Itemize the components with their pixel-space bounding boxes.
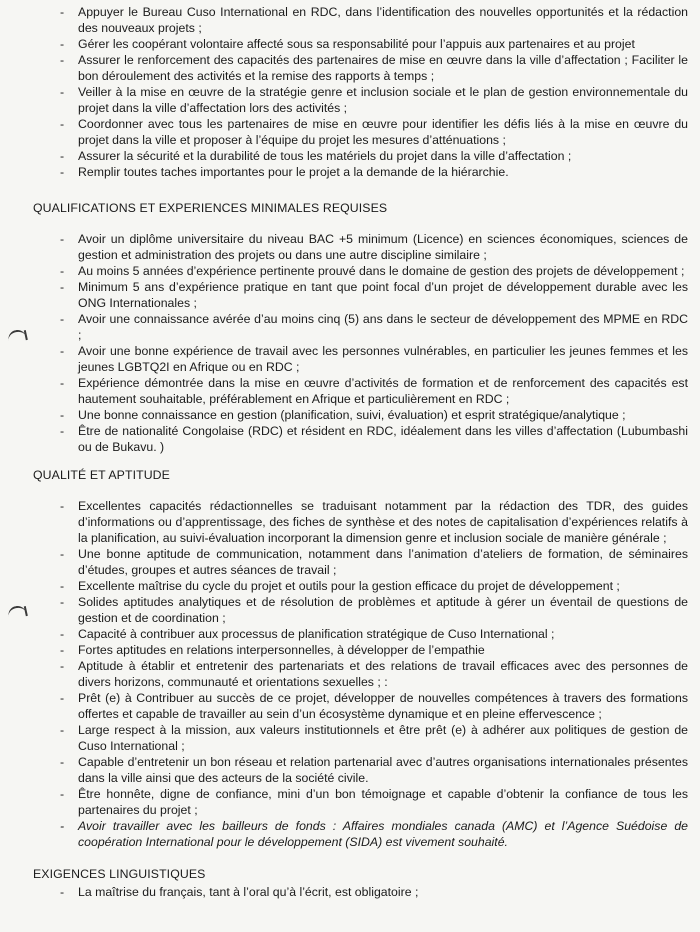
list-item: - Prêt (e) à Contribuer au succès de ce projet, développer de nouvelles compétences à travers des formations offertes et capable de travailler au sein d’un écosystème dynamique et en pleine effervescence ;	[60, 690, 688, 722]
list-item: - Excellentes capacités rédactionnelles se traduisant notamment par la rédaction des TDR, des guides d’informations ou d’apprentissage, des fiches de synthèse et des notes de capitalisation d’expériences relatifs à la planification, au suivi-évaluation incorporant la dimension genre et inclusion sociale de manière générale ;	[60, 498, 688, 546]
list-item: - Fortes aptitudes en relations interpersonnelles, à développer de l’empathie	[60, 642, 688, 658]
linguistique-list	[60, 884, 688, 900]
list-item: - Assurer la sécurité et la durabilité de tous les matériels du projet dans la ville d’affectation ;	[60, 148, 688, 164]
section-heading-qualifications: QUALIFICATIONS ET EXPERIENCES MINIMALES REQUISES	[33, 201, 388, 215]
list-item: - Capacité à contribuer aux processus de planification stratégique de Cuso International ;	[60, 626, 688, 642]
list-item: - Avoir travailler avec les bailleurs de fonds : Affaires mondiales canada (AMC) et l’Agence Suédoise de coopération International pour le développement (SIDA) est vivement souhaité.	[60, 818, 688, 850]
list-item: - Aptitude à établir et entretenir des partenariats et des relations de travail efficaces avec des personnes de divers horizons, communauté et orientations sexuelles ; :	[60, 658, 688, 690]
list-item: - Être de nationalité Congolaise (RDC) et résident en RDC, idéalement dans les villes d’affectation (Lubumbashi ou de Bukavu. )	[60, 423, 688, 455]
list-item: - Expérience démontrée dans la mise en œuvre d’activités de formation et de renforcement des capacités est hautement souhaitable, préférablement en Afrique et particulièrement en RDC ;	[60, 375, 688, 407]
list-item: - Veiller à la mise en œuvre de la stratégie genre et inclusion sociale et le plan de gestion environnementale du projet dans la ville d’affectation lors des activités ;	[60, 84, 688, 116]
list-item: - Solides aptitudes analytiques et de résolution de problèmes et aptitude à gérer un éventail de questions de gestion et de coordination ;	[60, 594, 688, 626]
duties-list	[60, 4, 688, 180]
list-item: - La maîtrise du français, tant à l’oral qu’à l’écrit, est obligatoire ;	[60, 884, 688, 900]
list-item: - Avoir une connaissance avérée d’au moins cinq (5) ans dans le secteur de développement des MPME en RDC ;	[60, 311, 688, 343]
list-item: - Capable d’entretenir un bon réseau et relation partenarial avec d’autres organisations internationales présentes dans la ville ainsi que des acteurs de la société civile.	[60, 754, 688, 786]
list-item: - Remplir toutes taches importantes pour le projet a la demande de la hiérarchie.	[60, 164, 688, 180]
list-item: - Avoir un diplôme universitaire du niveau BAC +5 minimum (Licence) en sciences économiques, sciences de gestion et administration des projets ou dans une autre discipline similaire ;	[60, 231, 688, 263]
list-item: - Large respect à la mission, aux valeurs institutionnels et être prêt (e) à adhérer aux politiques de gestion de Cuso International ;	[60, 722, 688, 754]
qualite-list	[60, 498, 688, 850]
list-item: - Assurer le renforcement des capacités des partenaires de mise en œuvre dans la ville d’affectation ; Faciliter le bon déroulement des activités et la remise des rapports à temps ;	[60, 52, 688, 84]
list-item: - Excellente maîtrise du cycle du projet et outils pour la gestion efficace du projet de développement ;	[60, 578, 688, 594]
list-item: - Au moins 5 années d’expérience pertinente prouvé dans le domaine de gestion des projets de développement ;	[60, 263, 688, 279]
list-item: - Gérer les coopérant volontaire affecté sous sa responsabilité pour l’appuis aux partenaires et au projet	[60, 36, 688, 52]
section-heading-linguistique: EXIGENCES LINGUISTIQUES	[33, 867, 206, 881]
qualifications-list	[60, 231, 688, 455]
list-item: - Une bonne aptitude de communication, notamment dans l’animation d’ateliers de formation, de séminaires d’études, groupes et autres séances de travail ;	[60, 546, 688, 578]
list-item: - Coordonner avec tous les partenaires de mise en œuvre pour identifier les défis liés à la mise en œuvre du projet dans la ville et proposer à l’équipe du projet les mesures d’atténuations ;	[60, 116, 688, 148]
list-item: - Une bonne connaissance en gestion (planification, suivi, évaluation) et esprit stratégique/analytique ;	[60, 407, 688, 423]
list-item: - Appuyer le Bureau Cuso International en RDC, dans l’identification des nouvelles opportunités et la rédaction des nouveaux projets ;	[60, 4, 688, 36]
list-item: - Avoir une bonne expérience de travail avec les personnes vulnérables, en particulier les jeunes femmes et les jeunes LGBTQ2I en Afrique ou en RDC ;	[60, 343, 688, 375]
section-heading-qualite: QUALITÉ ET APTITUDE	[33, 468, 170, 482]
list-item: - Être honnête, digne de confiance, mini d’un bon témoignage et capable d’obtenir la confiance de tous les partenaires du projet ;	[60, 786, 688, 818]
list-item: - Minimum 5 ans d’expérience pratique en tant que point focal d’un projet de développement durable avec les ONG Internationales ;	[60, 279, 688, 311]
